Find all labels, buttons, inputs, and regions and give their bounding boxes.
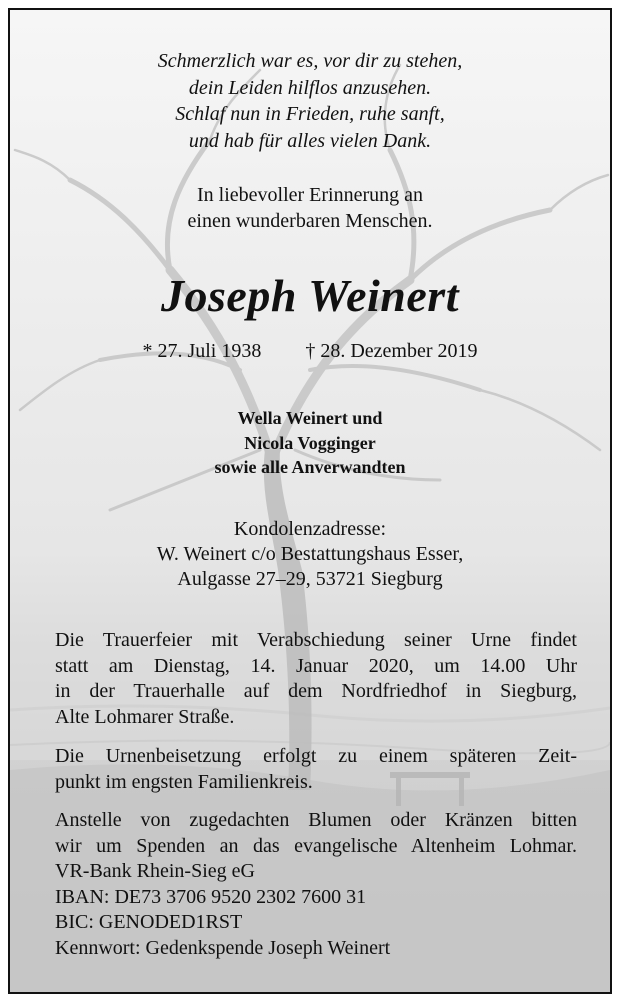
mourner-line: Nicola Vogginger <box>244 432 376 453</box>
dedication-line: In liebevoller Erinnerung an <box>196 184 424 206</box>
condolence-address <box>10 517 610 592</box>
poem-line: Schlaf nun in Frieden, ruhe sanft, <box>175 103 445 125</box>
condolence-label: Kondolenzadresse: <box>233 518 387 540</box>
poem-line: Schmerzlich war es, vor dir zu stehen, <box>157 50 463 72</box>
burial-line: Die Urnenbeisetzung erfolgt zu einem späteren Zeit- <box>55 745 577 767</box>
donation-line: Anstelle von zugedachten Blumen oder Kränzen bitten <box>55 809 577 831</box>
donation-paragraph <box>55 808 577 961</box>
notice-content <box>10 10 610 992</box>
memory-dedication <box>10 182 610 234</box>
life-dates <box>10 338 610 364</box>
poem-line: und hab für alles vielen Dank. <box>188 129 432 152</box>
ceremony-line: Alte Lohmarer Straße. <box>55 705 235 728</box>
dedication-line: einen wunderbaren Menschen. <box>187 210 433 232</box>
mourners-block <box>10 406 610 480</box>
death-date: † 28. Dezember 2019 <box>305 340 478 362</box>
birth-date: * 27. Juli 1938 <box>142 340 262 362</box>
burial-paragraph <box>55 744 577 795</box>
deceased-name: Joseph Weinert <box>161 270 459 321</box>
bic: BIC: GENODED1RST <box>55 911 243 933</box>
donation-line: wir um Spenden an das evangelische Altenheim Lohmar. <box>55 834 577 857</box>
iban: IBAN: DE73 3706 9520 2302 7600 31 <box>55 885 367 908</box>
address-line: Aulgasse 27–29, 53721 Siegburg <box>177 568 443 590</box>
ceremony-paragraph <box>55 628 577 730</box>
ceremony-line: statt am Dienstag, 14. Januar 2020, um 14.00 Uhr <box>55 654 577 677</box>
obituary-notice <box>8 8 612 994</box>
ceremony-line: Die Trauerfeier mit Verabschiedung seiner Urne findet <box>55 629 577 651</box>
bank-name: VR-Bank Rhein-Sieg eG <box>55 860 255 882</box>
mourner-line: sowie alle Anverwandten <box>214 457 406 477</box>
burial-line: punkt im engsten Familienkreis. <box>55 770 313 793</box>
ceremony-line: in der Trauerhalle auf dem Nordfriedhof in Siegburg, <box>55 680 577 702</box>
poem-line: dein Leiden hilflos anzusehen. <box>188 76 432 99</box>
memorial-poem <box>10 48 610 154</box>
mourner-line: Wella Weinert und <box>237 408 383 428</box>
address-line: W. Weinert c/o Bestattungshaus Esser, <box>156 543 464 565</box>
donation-reference: Kennwort: Gedenkspende Joseph Weinert <box>55 936 391 959</box>
